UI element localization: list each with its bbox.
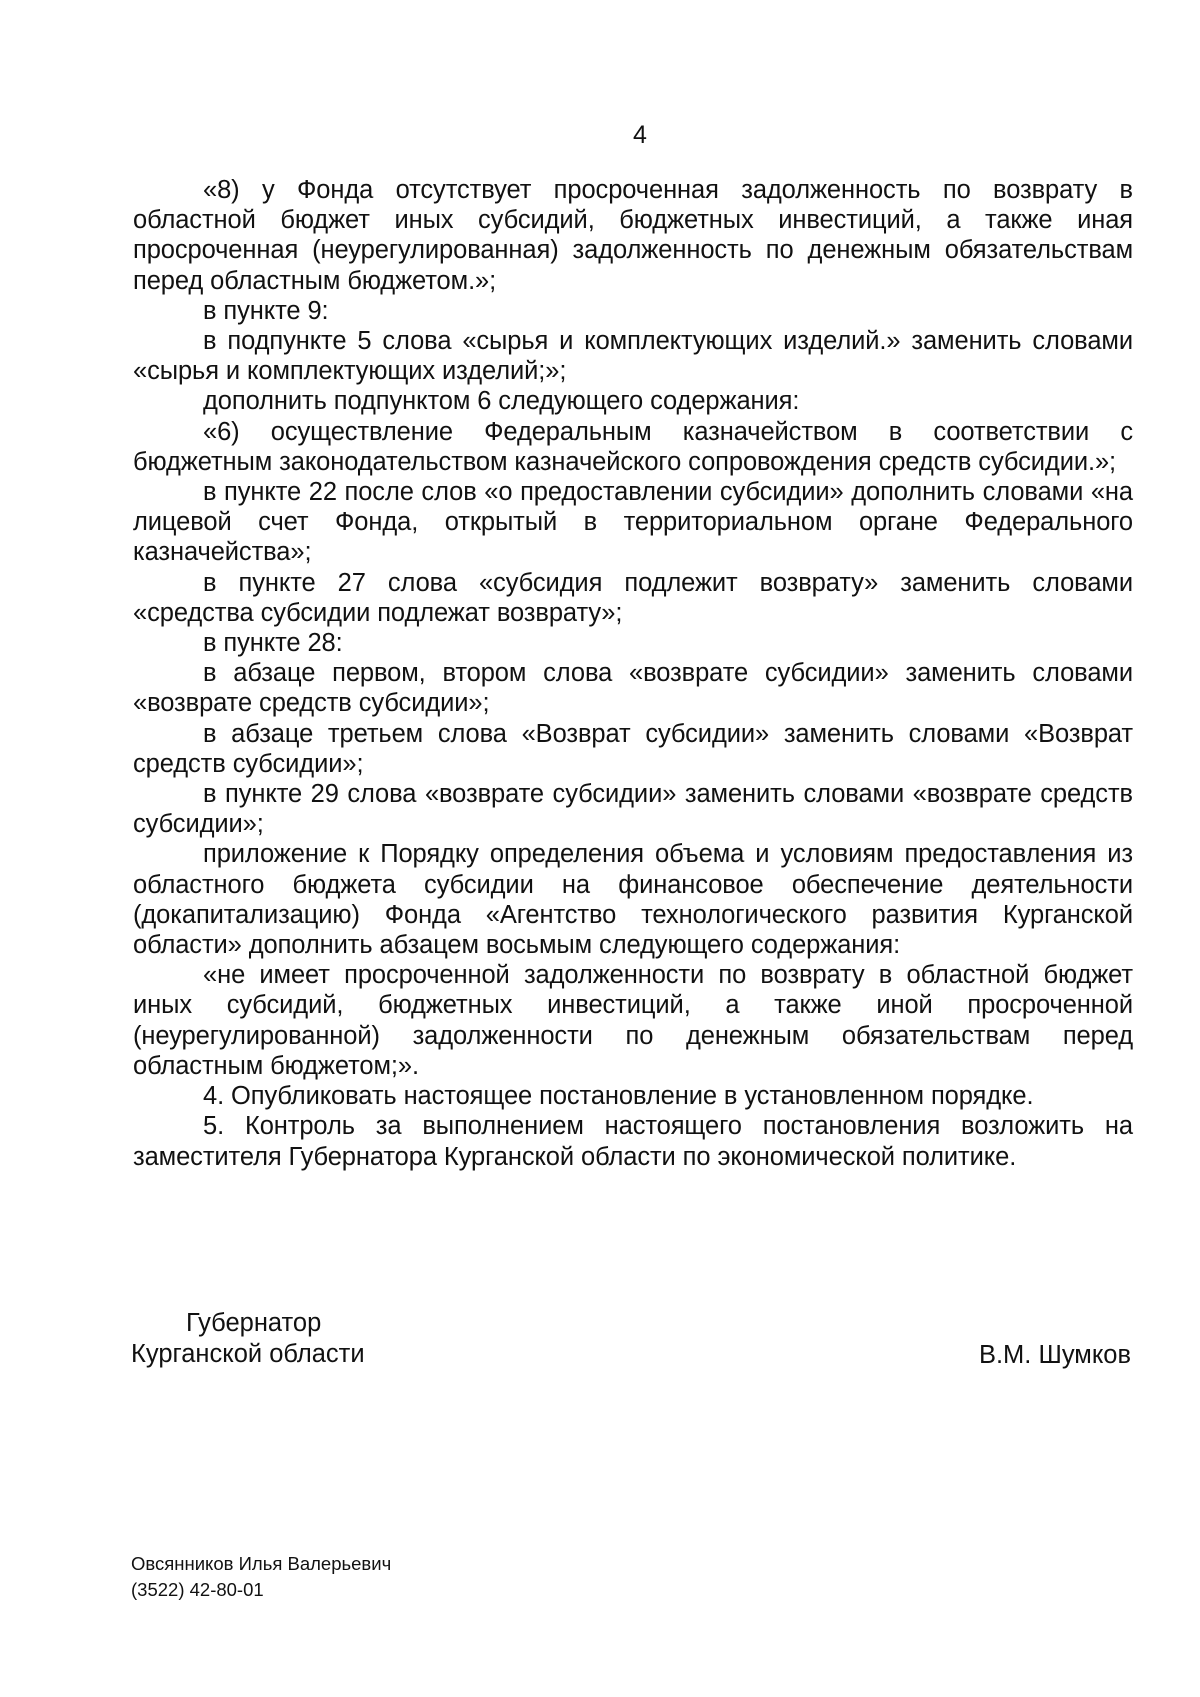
document-body <box>133 175 1133 1172</box>
paragraph: приложение к Порядку определения объема и условиям предоставления из областного бюджета субсидии на финансовое обеспечение деятельности (докапитализацию) Фонда «Агентство технологического развития Курганской области» дополнить абзацем восьмым следующего содержания: <box>133 840 1133 960</box>
paragraph: дополнить подпунктом 6 следующего содержания: <box>203 387 800 416</box>
paragraph: в абзаце третьем слова «Возврат субсидии» заменить словами «Возврат средств субсидии»; <box>133 719 1133 778</box>
paragraph: «8) у Фонда отсутствует просроченная задолженность по возврату в областной бюджет иных субсидий, бюджетных инвестиций, а также иная просроченная (неурегулированная) задолженность по денежным обязательствам перед областным бюджетом.»; <box>133 176 1133 295</box>
signatory-title: Губернатор <box>186 1309 322 1337</box>
paragraph: в пункте 27 слова «субсидия подлежит возврату» заменить словами «средства субсидии подлежат возврату»; <box>133 568 1133 627</box>
paragraph: в пункте 28: <box>203 629 343 658</box>
paragraph: в пункте 29 слова «возврате субсидии» заменить словами «возврате средств субсидии»; <box>133 780 1133 839</box>
paragraph: в подпункте 5 слова «сырья и комплектующих изделий.» заменить словами «сырья и комплектующих изделий;»; <box>133 327 1133 386</box>
contact-phone: (3522) 42-80-01 <box>131 1579 264 1600</box>
contact-name: Овсянников Илья Валерьевич <box>131 1553 392 1574</box>
paragraph: в пункте 9: <box>203 296 329 325</box>
signatory-name: В.М. Шумков <box>978 1341 1131 1369</box>
signatory-region: Курганской области <box>131 1339 365 1368</box>
paragraph: в абзаце первом, втором слова «возврате субсидии» заменить словами «возврате средств субсидии»; <box>133 659 1133 718</box>
paragraph: в пункте 22 после слов «о предоставлении субсидии» дополнить словами «на лицевой счет Фонда, открытый в территориальном органе Федерального казначейства»; <box>133 478 1133 567</box>
contact-block <box>131 1551 391 1603</box>
paragraph: «6) осуществление Федеральным казначейством в соответствии с бюджетным законодательством казначейского сопровождения средств субсидии.»; <box>133 417 1133 476</box>
paragraph: 4. Опубликовать настоящее постановление в установленном порядке. <box>203 1082 1034 1111</box>
signature-block <box>131 1308 1135 1369</box>
paragraph: «не имеет просроченной задолженности по возврату в областной бюджет иных субсидий, бюджетных инвестиций, а также иной просроченной (неурегулированной) задолженности по денежным обязательствам перед областным бюджетом;». <box>133 961 1133 1080</box>
paragraph: 5. Контроль за выполнением настоящего постановления возложить на заместителя Губернатора Курганской области по экономической политике. <box>133 1112 1133 1171</box>
page-number: 4 <box>633 121 647 149</box>
